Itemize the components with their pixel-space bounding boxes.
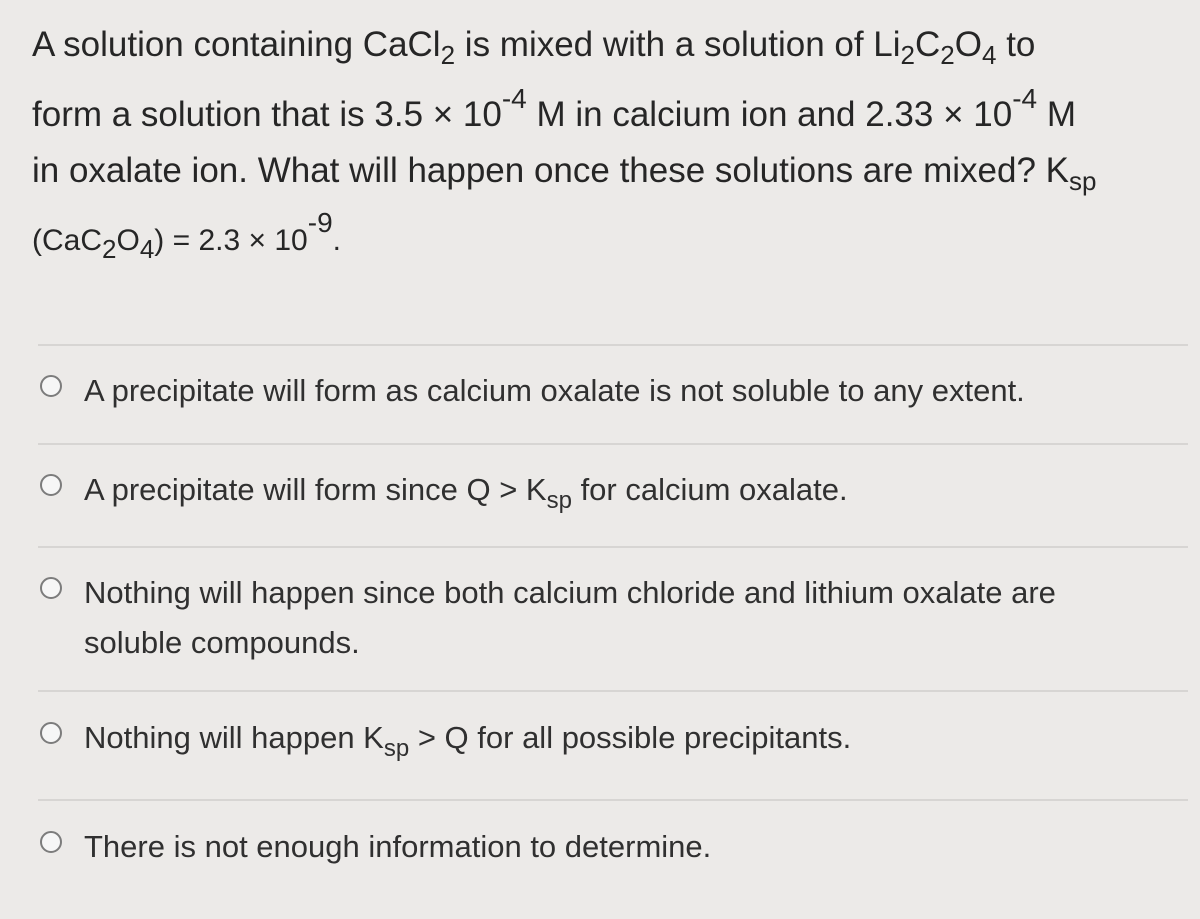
question-divider bbox=[38, 344, 1188, 346]
option-divider bbox=[38, 546, 1188, 548]
question-line-4: $(CaC_2O_4) = 2.3 \times 10^{-9}$. bbox=[32, 207, 341, 264]
option-label: A precipitate will form as calcium oxalate is not soluble to any extent. bbox=[84, 373, 1025, 408]
question-text bbox=[32, 14, 1182, 272]
option-divider bbox=[38, 799, 1188, 801]
answer-option-3[interactable] bbox=[40, 568, 1180, 668]
radio-button-icon[interactable] bbox=[40, 474, 62, 496]
radio-button-icon[interactable] bbox=[40, 831, 62, 853]
option-divider bbox=[38, 443, 1188, 445]
answer-option-1[interactable] bbox=[40, 366, 1180, 416]
option-label: Nothing will happen since both calcium chloride and lithium oxalate are soluble compounds. bbox=[84, 575, 1056, 660]
radio-button-icon[interactable] bbox=[40, 375, 62, 397]
answer-option-2[interactable] bbox=[40, 465, 1180, 515]
option-label: A precipitate will form since $Q > K_{sp}$ for calcium oxalate. bbox=[84, 472, 848, 514]
question-line-3: in oxalate ion. What will happen once these solutions are mixed? $K_{sp}$ bbox=[32, 151, 1097, 196]
option-label: There is not enough information to determine. bbox=[84, 829, 712, 864]
radio-button-icon[interactable] bbox=[40, 577, 62, 599]
radio-button-icon[interactable] bbox=[40, 722, 62, 744]
answer-option-5[interactable] bbox=[40, 822, 1180, 872]
option-label: Nothing will happen $K_{sp} > Q$ for all possible precipitants. bbox=[84, 720, 852, 762]
option-divider bbox=[38, 690, 1188, 692]
question-line-2: form a solution that is $3.5 \times 10^{-4}$ M in calcium ion and $2.33 \times 10^{-4}$ M bbox=[32, 83, 1076, 134]
question-line-1: A solution containing CaCl$_2$ is mixed with a solution of $Li_2C_2O_4$ to bbox=[32, 25, 1036, 70]
answer-option-4[interactable] bbox=[40, 713, 1180, 763]
